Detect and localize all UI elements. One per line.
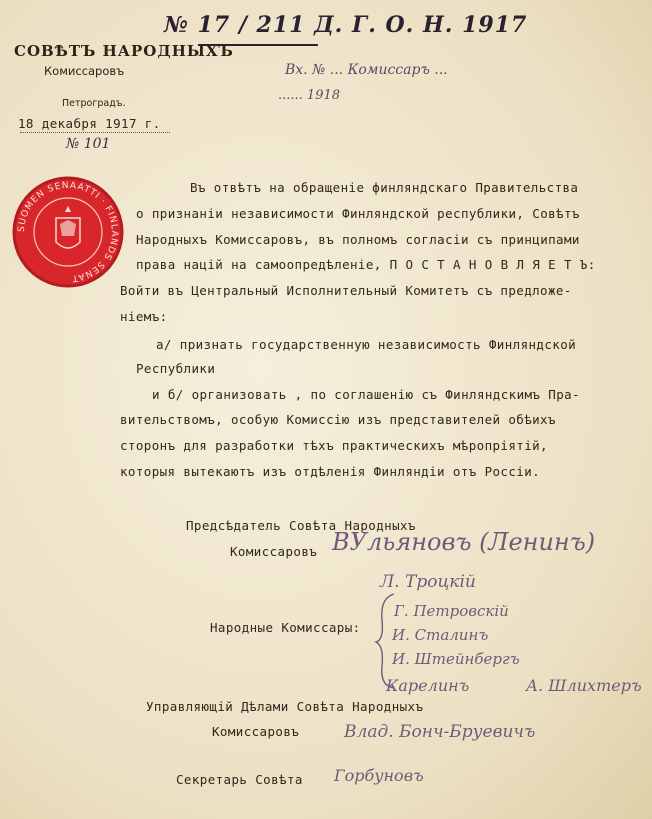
manager-signature: Влад. Бонч-Бруевичъ	[344, 722, 536, 742]
body-line: Народныхъ Комиссаровъ, въ полномъ согласіи съ принципами	[136, 232, 580, 247]
body-line: сторонъ для разработки тѣхъ практическихъ мѣропріятій,	[120, 438, 548, 453]
date-underline	[20, 132, 170, 133]
senate-seal-icon	[8, 172, 128, 292]
org-name-line2: Комиссаровъ	[44, 64, 125, 78]
body-line: а/ признать государственную независимость Финляндской	[156, 337, 577, 352]
chairman-signature: ВУльяновъ (Ленинъ)	[332, 528, 596, 556]
body-line: и б/ организовать , по соглашенію съ Финляндскимъ Пра-	[152, 387, 580, 402]
commissar-signature: Г. Петровскій	[394, 602, 509, 620]
org-name-line1: СОВѢТЪ НАРОДНЫХЪ	[14, 42, 234, 60]
chairman-label-line1: Предсѣдатель Совѣта Народныхъ	[186, 518, 416, 533]
city-label: Петроградъ.	[62, 98, 126, 109]
document-date: 18 декабря 1917 г.	[18, 116, 161, 131]
body-line: Войти въ Центральный Исполнительный Комитетъ съ предложе-	[120, 283, 572, 298]
body-line: права націй на самоопредѣленіе, П О С Т А Н О В Л Я Е Т Ъ:	[136, 257, 596, 272]
manager-label-line1: Управляющій Дѣлами Совѣта Народныхъ	[146, 699, 424, 714]
body-line: вительствомъ, особую Комиссію изъ представителей обѣихъ	[120, 412, 556, 427]
commissar-signature: Л. Троцкій	[380, 572, 476, 592]
body-line: ніемъ:	[120, 309, 168, 324]
registration-number: № 17 / 211 Д. Г. О. Н. 1917	[164, 12, 528, 38]
body-line: Въ отвѣтъ на обращеніе финляндскаго Правительства	[190, 180, 579, 195]
chairman-label-line2: Комиссаровъ	[230, 544, 318, 559]
commissars-brace-icon	[372, 590, 402, 690]
body-line: о признаніи независимости Финляндской республики, Совѣтъ	[136, 206, 580, 221]
manager-label-line2: Комиссаровъ	[212, 724, 300, 739]
body-line: которыя вытекаютъ изъ отдѣленія Финляндіи отъ Россіи.	[120, 464, 541, 479]
secretary-label: Секретарь Совѣта	[176, 772, 303, 787]
commissars-label: Народные Комиссары:	[210, 620, 361, 635]
secretary-signature: Горбуновъ	[334, 766, 424, 785]
registration-note-line2: ...... 1918	[278, 88, 341, 103]
registration-note-line1: Вх. № ... Комиссаръ ...	[285, 62, 448, 78]
registration-underline	[198, 44, 318, 46]
commissar-signature: И. Штейнбергъ	[392, 650, 520, 668]
commissar-signature: А. Шлихтеръ	[526, 676, 642, 695]
outgoing-number: № 101	[66, 136, 111, 152]
commissar-signature: И. Сталинъ	[392, 626, 489, 644]
body-line: Республики	[136, 361, 216, 376]
commissar-signature: Карелинъ	[386, 676, 470, 695]
seal-text: SUOMEN SENAATTI · FINLANDS SENAT	[16, 180, 120, 283]
